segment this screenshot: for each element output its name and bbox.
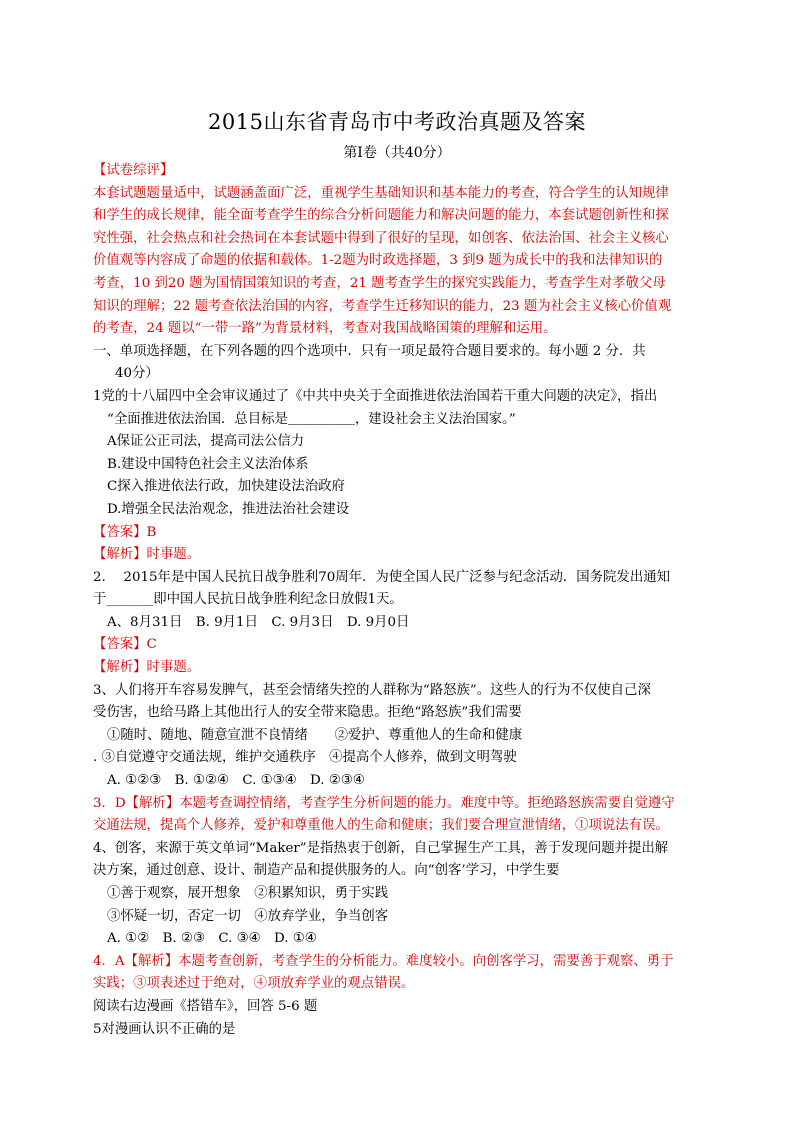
document-body (93, 160, 713, 1041)
question-1-option-d: D.增强全民法治观念，推进法治社会建设 (107, 501, 350, 517)
question-1-analysis: 【解析】时事题。 (93, 547, 201, 563)
question-3-analysis: 交通法规，提高个人修养，爱护和尊重他人的生命和健康；我们要合理宣泄情绪，①项说法有误。 (93, 818, 669, 834)
question-1-answer: 【答案】B (93, 524, 157, 540)
question-1-option-c: C探入推进依法行政，加快建设法治政府 (107, 479, 345, 495)
review-line: 价值观等内容成了命题的依据和载体。1-2题为时政选择题，3 到9 题为成长中的我和法律知识的 (93, 253, 663, 269)
question-4-stem: 4、创客，来源于英文单词“Maker”是指热衷于创新，自己掌握生产工具，善于发现问题并提出解 (93, 840, 669, 856)
question-1-stem-cont: “全面推进依法治国．总目标是＿＿＿＿＿，建设社会主义法治国家。” (107, 411, 516, 427)
review-line: 考查，10 到20 题为国情国策知识的考查，21 题考查学生的探究实践能力，考查学生对孝敬父母 (93, 275, 666, 291)
question-3-analysis: 3．D【解析】本题考查调控情绪，考查学生分析问题的能力。难度中等。拒绝路怒族需要自觉遵守 (93, 795, 675, 811)
reading-instruction: 阅读右边漫画《搭错车》，回答 5-6 题 (93, 998, 318, 1014)
review-heading: 【试卷综评】 (93, 163, 174, 178)
question-4-analysis: 4．A【解析】本题考查创新，考查学生的分析能力。难度较小。向创客学习，需要善于观察、勇于 (93, 953, 674, 969)
review-line: 知识的理解；22 题考查依法治国的内容，考查学生迁移知识的能力，23 题为社会主义核心价值观 (93, 298, 672, 314)
question-4-choices: ①善于观察，展开想象 ②积累知识，勇于实践 (107, 886, 389, 901)
page-title: 2015山东省青岛市中考政治真题及答案 (208, 110, 586, 134)
question-1-option-a: A保证公正司法，提高司法公信力 (107, 434, 305, 450)
section-heading: 一、单项选择题，在下列各题的四个选项中．只有一项足最符合题目要求的。每小题 2 分．共 (93, 343, 646, 359)
review-line: 的考查，24 题以“一带一路”为背景材料，考查对我国战略国策的理解和运用。 (93, 321, 557, 337)
question-2-stem: 2. 2015年是中国人民抗日战争胜利70周年．为使全国人民广泛参与纪念活动．国务院发出通知 (93, 569, 670, 585)
review-line: 和学生的成长规律，能全面考查学生的综合分析问题能力和解决问题的能力，本套试题创新性和探 (93, 208, 669, 224)
section-heading-cont: 40分） (115, 366, 159, 382)
question-2-options: A、8月31日 B. 9月1日 C. 9月3日 D. 9月0日 (107, 614, 410, 630)
question-4-analysis: 实践；③项表述过于绝对，④项放弃学业的观点错误。 (93, 976, 415, 992)
question-3-stem-cont: 受伤害，也给马路上其他出行人的安全带来隐患。拒绝“路怒族”我们需要 (93, 705, 522, 721)
question-3-options: A. ①②③ B. ①②④ C. ①③④ D. ②③④ (107, 773, 365, 789)
review-line: 本套试题题量适中，试题涵盖面广泛，重视学生基础知识和基本能力的考查，符合学生的认知规律 (93, 185, 669, 201)
question-5-stem: 5对漫画认识不正确的是 (93, 1021, 236, 1037)
question-3-choices: . ③自觉遵守交通法规，维护交通秩序 ④提高个人修养，做到文明驾驶 (93, 750, 517, 766)
question-1-stem: 1党的十八届四中全会审议通过了《中共中央关于全面推进依法治国若干重大问题的决定》，指出 (93, 388, 658, 404)
question-4-options: A. ①② B. ②③ C. ③④ D. ①④ (107, 931, 317, 947)
question-2-answer: 【答案】C (93, 637, 157, 653)
page-subtitle: 第Ⅰ卷（共40分） (343, 145, 451, 161)
question-4-choices: ③怀疑一切，否定一切 ④放弃学业，争当创客 (107, 908, 389, 924)
question-2-stem-cont: 于_______即中国人民抗日战争胜利纪念日放假1天。 (93, 592, 403, 608)
question-2-analysis: 【解析】时事题。 (93, 660, 201, 676)
question-3-choices: ①随时、随地、随意宣泄不良情绪 ②爱护、尊重他人的生命和健康 (107, 727, 523, 743)
question-1-option-b: B.建设中国特色社会主义法治体系 (107, 456, 309, 472)
question-3-stem: 3、人们将开车容易发脾气，甚至会情绪失控的人群称为“路怒族”。这些人的行为不仅使自己深 (93, 682, 651, 698)
question-4-stem-cont: 决方案，通过创意、设计、制造产品和提供服务的人。向“创客’学习，中学生要 (93, 863, 560, 879)
review-line: 究性强，社会热点和社会热词在本套试题中得到了很好的呈现，如创客、依法治国、社会主义核心 (93, 230, 669, 246)
